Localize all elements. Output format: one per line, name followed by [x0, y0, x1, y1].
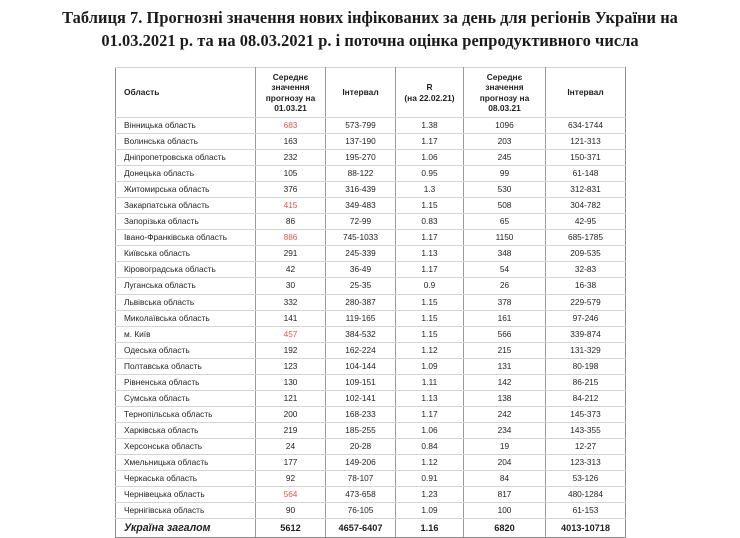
- cell-interval-1: 185-255: [326, 422, 396, 438]
- cell-interval-1: 384-532: [326, 326, 396, 342]
- cell-r: 1.23: [396, 487, 464, 503]
- cell-r: 1.17: [396, 406, 464, 422]
- cell-interval-2: 209-535: [546, 246, 626, 262]
- header-mean2-line1: Середнє: [486, 72, 523, 83]
- cell-region: Рівненська область: [116, 374, 256, 390]
- cell-region: Донецька область: [116, 166, 256, 182]
- cell-mean-forecast-1: 141: [256, 310, 326, 326]
- table-caption-line2: 01.03.2021 р. та на 08.03.2021 р. і поточна оцінка репродуктивного числа: [101, 31, 639, 50]
- cell-interval-2: 53-126: [546, 471, 626, 487]
- table-row: [116, 342, 626, 358]
- cell-mean-forecast-2: 100: [464, 503, 546, 519]
- header-mean1-line3: прогнозу на: [265, 92, 316, 103]
- cell-region: Херсонська область: [116, 438, 256, 454]
- cell-interval-1: 349-483: [326, 198, 396, 214]
- cell-r: 1.09: [396, 358, 464, 374]
- cell-mean-forecast-1: 92: [256, 471, 326, 487]
- cell-mean-forecast-1: 415: [256, 198, 326, 214]
- table-row: [116, 278, 626, 294]
- cell-r: 1.13: [396, 246, 464, 262]
- cell-mean-forecast-1: 121: [256, 390, 326, 406]
- cell-mean-forecast-2: 204: [464, 454, 546, 470]
- cell-mean-forecast-1: 130: [256, 374, 326, 390]
- cell-interval-2: 97-246: [546, 310, 626, 326]
- table-row: [116, 487, 626, 503]
- cell-region: Тернопільська область: [116, 406, 256, 422]
- cell-mean-forecast-2: 84: [464, 471, 546, 487]
- cell-mean-forecast-2: 245: [464, 150, 546, 166]
- cell-interval-1: 36-49: [326, 262, 396, 278]
- column-header-r: [396, 68, 464, 118]
- cell-interval-1: 72-99: [326, 214, 396, 230]
- cell-mean-forecast-2: 817: [464, 487, 546, 503]
- cell-interval-2: 143-355: [546, 422, 626, 438]
- cell-r: 1.3: [396, 182, 464, 198]
- total-cell-region: Україна загалом: [116, 519, 256, 538]
- cell-mean-forecast-1: 123: [256, 358, 326, 374]
- forecast-table: [115, 67, 626, 538]
- cell-interval-2: 123-313: [546, 454, 626, 470]
- table-row: [116, 390, 626, 406]
- cell-mean-forecast-2: 26: [464, 278, 546, 294]
- column-header-mean-forecast-2: [464, 68, 546, 118]
- table-row: [116, 471, 626, 487]
- header-mean2-line3: прогнозу на: [479, 92, 530, 103]
- cell-interval-1: 573-799: [326, 118, 396, 134]
- cell-interval-1: 109-151: [326, 374, 396, 390]
- total-cell-r: 1.16: [396, 519, 464, 538]
- cell-r: 1.38: [396, 118, 464, 134]
- cell-interval-2: 61-153: [546, 503, 626, 519]
- cell-mean-forecast-1: 90: [256, 503, 326, 519]
- cell-interval-1: 102-141: [326, 390, 396, 406]
- cell-region: Кіровоградська область: [116, 262, 256, 278]
- total-cell-mean-forecast-2: 6820: [464, 519, 546, 538]
- cell-interval-2: 685-1785: [546, 230, 626, 246]
- cell-mean-forecast-2: 142: [464, 374, 546, 390]
- cell-interval-1: 473-658: [326, 487, 396, 503]
- header-mean1-line1: Середнє: [272, 72, 309, 83]
- header-r-line1: R: [426, 82, 433, 93]
- cell-interval-1: 195-270: [326, 150, 396, 166]
- column-header-region: Область: [116, 68, 256, 118]
- cell-mean-forecast-2: 99: [464, 166, 546, 182]
- cell-mean-forecast-2: 161: [464, 310, 546, 326]
- cell-region: Волинська область: [116, 134, 256, 150]
- table-row: [116, 118, 626, 134]
- cell-region: Одеська область: [116, 342, 256, 358]
- cell-interval-1: 76-105: [326, 503, 396, 519]
- cell-interval-2: 16-38: [546, 278, 626, 294]
- header-mean2-line4: 08.03.21: [488, 102, 521, 113]
- cell-mean-forecast-1: 332: [256, 294, 326, 310]
- cell-interval-2: 42-95: [546, 214, 626, 230]
- table-row: [116, 374, 626, 390]
- cell-mean-forecast-2: 530: [464, 182, 546, 198]
- cell-mean-forecast-1: 457: [256, 326, 326, 342]
- table-row: [116, 182, 626, 198]
- cell-mean-forecast-1: 192: [256, 342, 326, 358]
- table-row: [116, 326, 626, 342]
- cell-region: Закарпатська область: [116, 198, 256, 214]
- cell-r: 1.17: [396, 134, 464, 150]
- cell-mean-forecast-1: 200: [256, 406, 326, 422]
- cell-region: м. Київ: [116, 326, 256, 342]
- cell-interval-1: 280-387: [326, 294, 396, 310]
- cell-interval-1: 149-206: [326, 454, 396, 470]
- cell-interval-2: 32-83: [546, 262, 626, 278]
- cell-interval-2: 61-148: [546, 166, 626, 182]
- cell-region: Полтавська область: [116, 358, 256, 374]
- cell-mean-forecast-1: 24: [256, 438, 326, 454]
- cell-mean-forecast-1: 683: [256, 118, 326, 134]
- cell-mean-forecast-2: 19: [464, 438, 546, 454]
- table-body: [116, 118, 626, 538]
- cell-mean-forecast-2: 138: [464, 390, 546, 406]
- header-mean1-line2: значення: [271, 82, 310, 93]
- table-row: [116, 454, 626, 470]
- cell-mean-forecast-2: 378: [464, 294, 546, 310]
- cell-region: Луганська область: [116, 278, 256, 294]
- cell-interval-2: 312-831: [546, 182, 626, 198]
- cell-interval-2: 86-215: [546, 374, 626, 390]
- cell-interval-2: 304-782: [546, 198, 626, 214]
- table-row: [116, 134, 626, 150]
- cell-region: Вінницька область: [116, 118, 256, 134]
- cell-interval-1: 104-144: [326, 358, 396, 374]
- cell-r: 1.13: [396, 390, 464, 406]
- cell-interval-2: 131-329: [546, 342, 626, 358]
- header-mean1-line4: 01.03.21: [274, 102, 307, 113]
- cell-r: 0.83: [396, 214, 464, 230]
- cell-region: Запорізька область: [116, 214, 256, 230]
- cell-region: Житомирська область: [116, 182, 256, 198]
- cell-region: Дніпропетровська область: [116, 150, 256, 166]
- cell-region: Сумська область: [116, 390, 256, 406]
- cell-mean-forecast-2: 348: [464, 246, 546, 262]
- table-row: [116, 406, 626, 422]
- cell-interval-1: 245-339: [326, 246, 396, 262]
- cell-mean-forecast-2: 242: [464, 406, 546, 422]
- cell-region: Чернігівська область: [116, 503, 256, 519]
- header-r-line2: (на 22.02.21): [404, 92, 455, 103]
- cell-region: Харківська область: [116, 422, 256, 438]
- cell-interval-2: 634-1744: [546, 118, 626, 134]
- cell-r: 1.15: [396, 310, 464, 326]
- cell-interval-2: 339-874: [546, 326, 626, 342]
- cell-region: Івано-Франківська область: [116, 230, 256, 246]
- cell-region: Чернівецька область: [116, 487, 256, 503]
- cell-interval-2: 12-27: [546, 438, 626, 454]
- forecast-table-container: [115, 67, 625, 538]
- cell-r: 1.12: [396, 454, 464, 470]
- cell-r: 1.06: [396, 150, 464, 166]
- cell-interval-1: 78-107: [326, 471, 396, 487]
- cell-interval-2: 84-212: [546, 390, 626, 406]
- cell-mean-forecast-2: 54: [464, 262, 546, 278]
- cell-mean-forecast-1: 376: [256, 182, 326, 198]
- cell-interval-1: 25-35: [326, 278, 396, 294]
- cell-interval-2: 480-1284: [546, 487, 626, 503]
- cell-r: 0.9: [396, 278, 464, 294]
- cell-mean-forecast-1: 177: [256, 454, 326, 470]
- header-mean2-line2: значення: [485, 82, 524, 93]
- column-header-interval-1: Інтервал: [326, 68, 396, 118]
- cell-region: Миколаївська область: [116, 310, 256, 326]
- table-row: [116, 246, 626, 262]
- column-header-mean-forecast-1: [256, 68, 326, 118]
- cell-mean-forecast-1: 886: [256, 230, 326, 246]
- cell-mean-forecast-2: 131: [464, 358, 546, 374]
- cell-mean-forecast-2: 203: [464, 134, 546, 150]
- table-row: [116, 294, 626, 310]
- header-row: [116, 68, 626, 118]
- cell-region: Хмельницька область: [116, 454, 256, 470]
- cell-mean-forecast-2: 234: [464, 422, 546, 438]
- cell-interval-1: 20-28: [326, 438, 396, 454]
- cell-interval-2: 80-198: [546, 358, 626, 374]
- cell-interval-2: 229-579: [546, 294, 626, 310]
- cell-region: Львівська область: [116, 294, 256, 310]
- cell-r: 0.84: [396, 438, 464, 454]
- cell-interval-1: 119-165: [326, 310, 396, 326]
- table-header: [116, 68, 626, 118]
- table-row: [116, 198, 626, 214]
- cell-interval-1: 316-439: [326, 182, 396, 198]
- cell-interval-2: 145-373: [546, 406, 626, 422]
- table-row: [116, 214, 626, 230]
- table-row: [116, 150, 626, 166]
- cell-interval-2: 121-313: [546, 134, 626, 150]
- cell-mean-forecast-1: 42: [256, 262, 326, 278]
- cell-r: 1.15: [396, 326, 464, 342]
- cell-interval-1: 88-122: [326, 166, 396, 182]
- cell-mean-forecast-1: 30: [256, 278, 326, 294]
- cell-r: 1.09: [396, 503, 464, 519]
- cell-mean-forecast-1: 163: [256, 134, 326, 150]
- cell-mean-forecast-1: 564: [256, 487, 326, 503]
- table-row: [116, 310, 626, 326]
- cell-mean-forecast-1: 291: [256, 246, 326, 262]
- cell-interval-1: 162-224: [326, 342, 396, 358]
- cell-interval-1: 745-1033: [326, 230, 396, 246]
- column-header-interval-2: Інтервал: [546, 68, 626, 118]
- table-row: [116, 230, 626, 246]
- cell-r: 1.15: [396, 294, 464, 310]
- table-row: [116, 503, 626, 519]
- cell-r: 1.11: [396, 374, 464, 390]
- total-cell-interval-2: 4013-10718: [546, 519, 626, 538]
- cell-interval-1: 168-233: [326, 406, 396, 422]
- table-caption-line1: Таблиця 7. Прогнозні значення нових інфікованих за день для регіонів України на: [62, 8, 678, 27]
- cell-mean-forecast-1: 86: [256, 214, 326, 230]
- cell-mean-forecast-2: 65: [464, 214, 546, 230]
- cell-r: 1.06: [396, 422, 464, 438]
- cell-interval-2: 150-371: [546, 150, 626, 166]
- cell-region: Київська область: [116, 246, 256, 262]
- total-cell-mean-forecast-1: 5612: [256, 519, 326, 538]
- table-row: [116, 166, 626, 182]
- cell-region: Черкаська область: [116, 471, 256, 487]
- cell-r: 1.17: [396, 230, 464, 246]
- table-row: [116, 262, 626, 278]
- cell-r: 1.15: [396, 198, 464, 214]
- cell-mean-forecast-2: 1150: [464, 230, 546, 246]
- cell-interval-1: 137-190: [326, 134, 396, 150]
- cell-r: 1.12: [396, 342, 464, 358]
- total-cell-interval-1: 4657-6407: [326, 519, 396, 538]
- cell-mean-forecast-1: 232: [256, 150, 326, 166]
- table-caption: [18, 6, 722, 52]
- cell-mean-forecast-2: 566: [464, 326, 546, 342]
- cell-mean-forecast-2: 1096: [464, 118, 546, 134]
- table-row: [116, 358, 626, 374]
- table-row: [116, 422, 626, 438]
- cell-r: 1.17: [396, 262, 464, 278]
- table-total-row: [116, 519, 626, 538]
- cell-r: 0.91: [396, 471, 464, 487]
- cell-r: 0.95: [396, 166, 464, 182]
- table-row: [116, 438, 626, 454]
- cell-mean-forecast-2: 215: [464, 342, 546, 358]
- cell-mean-forecast-2: 508: [464, 198, 546, 214]
- cell-mean-forecast-1: 219: [256, 422, 326, 438]
- cell-mean-forecast-1: 105: [256, 166, 326, 182]
